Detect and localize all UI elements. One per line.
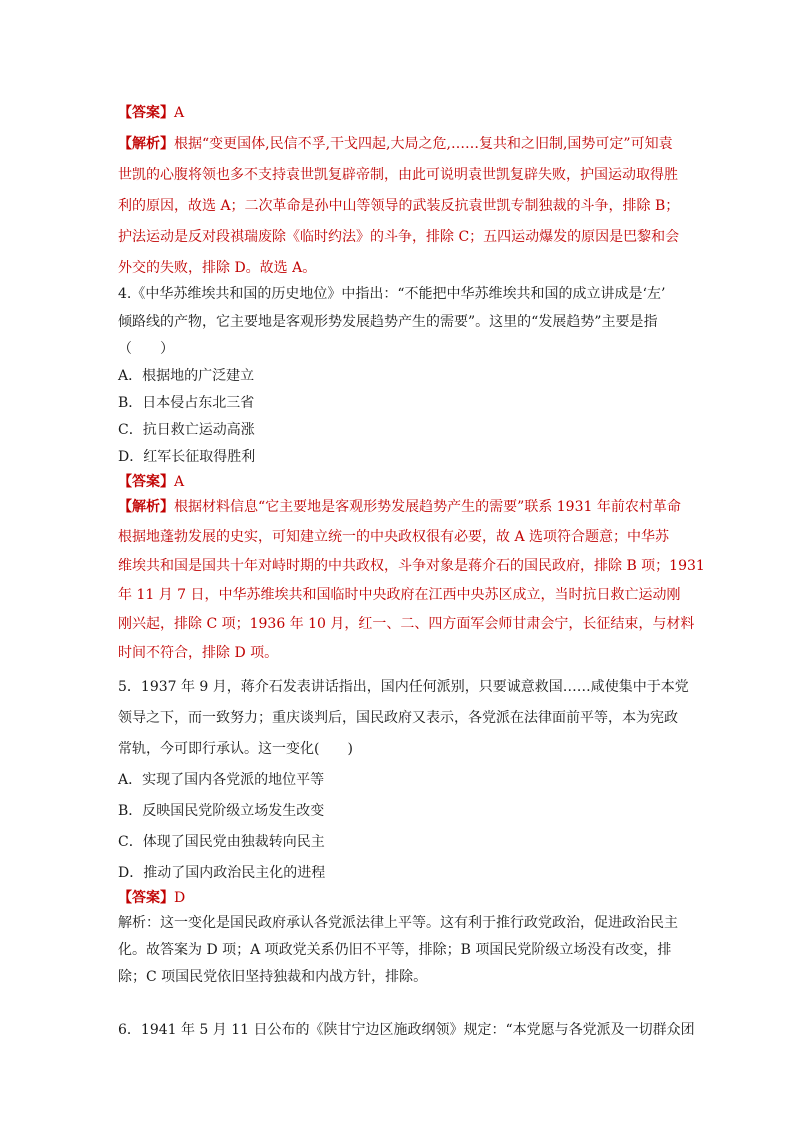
analysis-line: 年 11 月 7 日，中华苏维埃共和国临时中央政府在江西中央苏区成立，当时抗日救亡运动刚: [118, 587, 681, 603]
analysis-tag: 【解析】: [118, 136, 174, 152]
analysis-line: 根据地蓬勃发展的史实，可知建立统一的中央政权很有必要，故 A 选项符合题意；中华苏: [118, 529, 670, 545]
question-stem: 倾路线的产物，它主要地是客观形势发展趋势产生的需要”。这里的“发展趋势”主要是指: [118, 314, 658, 330]
analysis-line: 除；C 项国民党依旧坚持独裁和内战方针，排除。: [118, 969, 428, 985]
option-a: A．根据地的广泛建立: [118, 368, 255, 384]
question-stem: 4.《中华苏维埃共和国的历史地位》中指出：“不能把中华苏维埃共和国的成立讲成是‘左’: [118, 286, 666, 302]
question-stem: 常轨，今可即行承认。这一变化( ): [118, 741, 353, 757]
option-c: C．抗日救亡运动高涨: [118, 422, 255, 438]
question-stem: 5．1937 年 9 月，蒋介石发表讲话指出，国内任何派别，只要诚意救国……咸使集中于本党: [118, 679, 689, 695]
analysis-line: 外交的失败，排除 D。故选 A。: [118, 260, 317, 276]
analysis-line: 世凯的心腹将领也多不支持袁世凯复辟帝制，由此可说明袁世凯复辟失败，护国运动取得胜: [118, 167, 678, 183]
option-d: D．红军长征取得胜利: [118, 449, 256, 465]
analysis-line: 时间不符合，排除 D 项。: [118, 645, 279, 661]
option-a: A．实现了国内各党派的地位平等: [118, 772, 325, 788]
answer-value: D: [174, 890, 186, 906]
analysis-tag: 【解析】: [118, 499, 174, 515]
answer-tag: 【答案】: [118, 474, 174, 490]
answer-value: A: [174, 474, 185, 490]
analysis-line: 刚兴起，排除 C 项；1936 年 10 月，红一、二、四方面军会师甘肃会宁，长征结束，与材料: [118, 616, 695, 632]
option-b: B．反映国民党阶级立场发生改变: [118, 803, 325, 819]
question-stem: 6．1941 年 5 月 11 日公布的《陕甘宁边区施政纲领》规定：“本党愿与各党派及一切群众团: [118, 1022, 695, 1038]
analysis-line: 维埃共和国是国共十年对峙时期的中共政权，斗争对象是蒋介石的国民政府，排除 B 项；1931: [118, 558, 705, 574]
analysis-line: 化。故答案为 D 项；A 项政党关系仍旧不平等，排除；B 项国民党阶级立场没有改变，排: [118, 942, 672, 958]
answer-tag: 【答案】: [118, 105, 174, 121]
option-d: D．推动了国内政治民主化的进程: [118, 865, 326, 881]
analysis-line: [118, 497, 681, 517]
answer-tag: 【答案】: [118, 890, 174, 906]
answer-line: [118, 103, 184, 123]
analysis-line: [118, 134, 673, 154]
answer-line: [118, 472, 184, 492]
analysis-line: 利的原因，故选 A；二次革命是孙中山等领导的武装反抗袁世凯专制独裁的斗争，排除 B；: [118, 198, 680, 214]
analysis-line: 解析：这一变化是国民政府承认各党派法律上平等。这有利于推行政党政治，促进政治民主: [118, 915, 678, 931]
analysis-line: 护法运动是反对段祺瑞废除《临时约法》的斗争，排除 C；五四运动爆发的原因是巴黎和会: [118, 229, 680, 245]
question-bracket: （ ）: [118, 341, 174, 357]
analysis-text: 根据“变更国体,民信不孚,干戈四起,大局之危,……复共和之旧制,国势可定”可知袁: [174, 136, 673, 152]
option-c: C．体现了国民党由独裁转向民主: [118, 834, 325, 850]
answer-value: A: [174, 105, 185, 121]
option-b: B．日本侵占东北三省: [118, 395, 255, 411]
question-stem: 领导之下，而一致努力；重庆谈判后，国民政府又表示，各党派在法律面前平等，本为宪政: [118, 710, 678, 726]
analysis-text: 根据材料信息“它主要地是客观形势发展趋势产生的需要”联系 1931 年前农村革命: [174, 499, 681, 515]
answer-line: [118, 888, 185, 908]
